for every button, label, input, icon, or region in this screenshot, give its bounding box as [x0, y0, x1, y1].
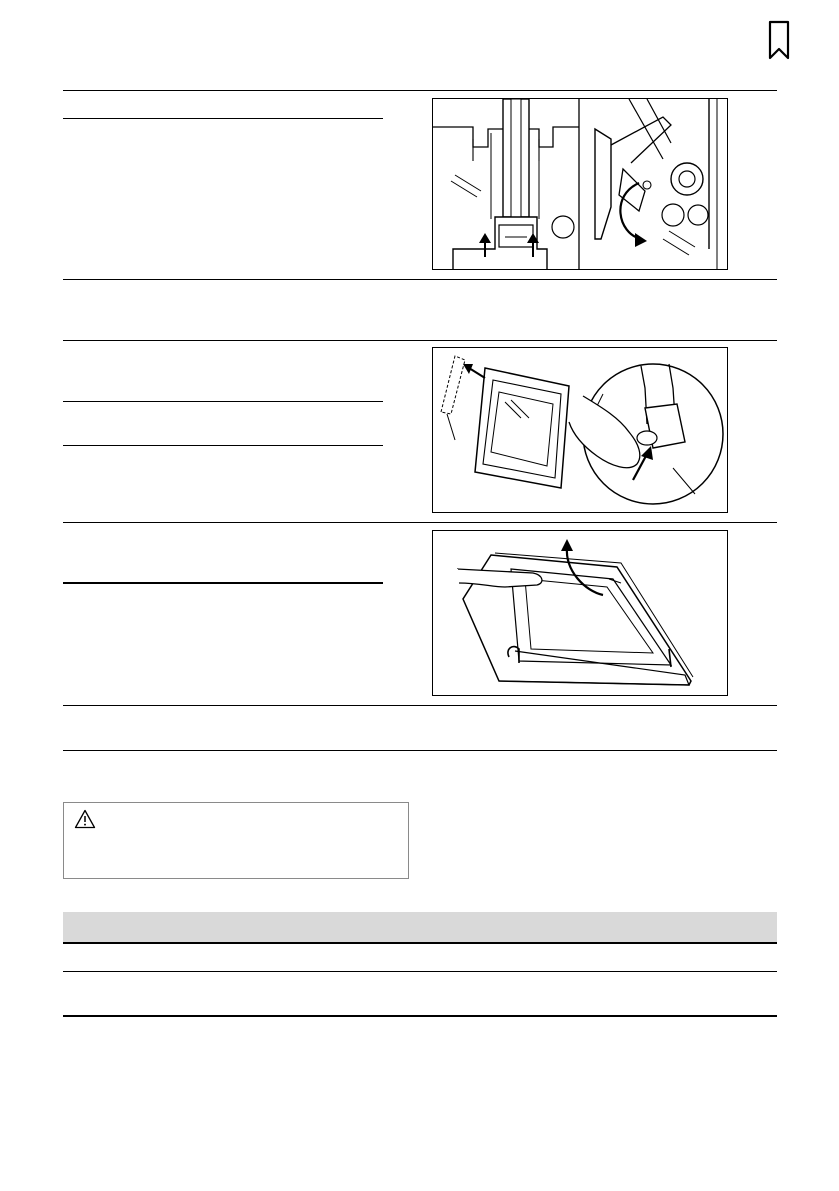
row-divider-1: [63, 90, 777, 91]
warning-box: [63, 802, 409, 879]
warning-triangle-icon: [74, 809, 96, 829]
figure-hinge-lever: [432, 98, 728, 270]
table-bottom-rule: [63, 1015, 777, 1017]
cell-divider-3b: [63, 445, 383, 446]
bookmark-icon: [765, 20, 793, 60]
row-divider-4: [63, 522, 777, 523]
row-divider-5: [63, 705, 777, 706]
figure-glass-panel-removal: [432, 530, 728, 696]
cell-divider-4a: [63, 582, 383, 584]
cell-divider-1a: [63, 118, 383, 119]
row-divider-6: [63, 750, 777, 751]
row-divider-3: [63, 340, 777, 341]
table-row-rule: [63, 971, 777, 972]
row-divider-2: [63, 279, 777, 280]
table-header: [63, 912, 777, 942]
figure-door-removal: [432, 347, 728, 513]
cell-divider-3a: [63, 401, 383, 402]
table-header-bottom-rule: [63, 942, 777, 944]
